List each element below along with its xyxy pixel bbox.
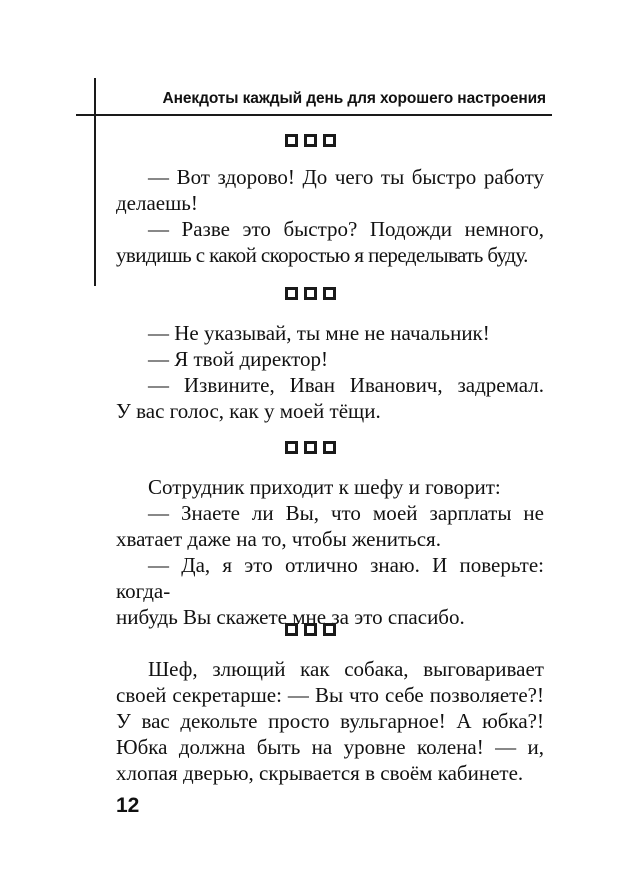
joke-block	[116, 320, 544, 424]
text-line: нибудь Вы скажете мне за это спасибо.	[116, 605, 465, 629]
section-separator	[0, 131, 620, 149]
margin-vertical-rule	[94, 78, 96, 286]
header-horizontal-rule	[76, 114, 552, 116]
text-line: Сотрудник приходит к шефу и говорит:	[148, 475, 501, 499]
text-line: — Да, я это отлично знаю. И поверьте: когда-	[116, 553, 544, 603]
text-line: У вас декольте просто вульгарное! А юбка?!	[116, 709, 544, 733]
text-line: — Знаете ли Вы, что моей зарплаты не	[148, 501, 544, 525]
square-bullet-icon	[323, 134, 336, 147]
text-line: — Не указывай, ты мне не начальник!	[148, 321, 490, 345]
text-line: хватает даже на то, чтобы жениться.	[116, 527, 441, 551]
square-bullet-icon	[285, 441, 298, 454]
square-bullet-icon	[323, 441, 336, 454]
square-bullet-icon	[304, 287, 317, 300]
joke-block	[116, 656, 544, 786]
square-bullet-icon	[285, 287, 298, 300]
square-bullet-icon	[323, 287, 336, 300]
text-line: — Я твой директор!	[148, 347, 329, 371]
text-line: — Разве это быстро? Подожди немного,	[148, 217, 544, 241]
text-line: — Извините, Иван Иванович, задремал.	[148, 373, 544, 397]
text-line: У вас голос, как у моей тёщи.	[116, 399, 381, 423]
square-bullet-icon	[285, 134, 298, 147]
square-bullet-icon	[304, 623, 317, 636]
section-separator	[0, 620, 620, 638]
square-bullet-icon	[285, 623, 298, 636]
joke-block	[116, 474, 544, 630]
square-bullet-icon	[323, 623, 336, 636]
square-bullet-icon	[304, 134, 317, 147]
running-header: Анекдоты каждый день для хорошего настроения	[162, 90, 546, 107]
text-line: увидишь с какой скоростью я переделывать буду.	[116, 243, 528, 267]
text-line: Шеф, злющий как собака, выговаривает	[148, 657, 544, 681]
square-bullet-icon	[304, 441, 317, 454]
text-line: своей секретарше: — Вы что себе позволяете?!	[116, 683, 544, 707]
page-number: 12	[116, 794, 140, 817]
section-separator	[0, 438, 620, 456]
joke-block	[116, 164, 544, 268]
text-line: делаешь!	[116, 191, 198, 215]
section-separator	[0, 284, 620, 302]
text-line: — Вот здорово! До чего ты быстро работу	[148, 165, 544, 189]
text-line: Юбка должна быть на уровне колена! — и,	[116, 735, 544, 759]
text-line: хлопая дверью, скрывается в своём кабинете.	[116, 761, 524, 785]
